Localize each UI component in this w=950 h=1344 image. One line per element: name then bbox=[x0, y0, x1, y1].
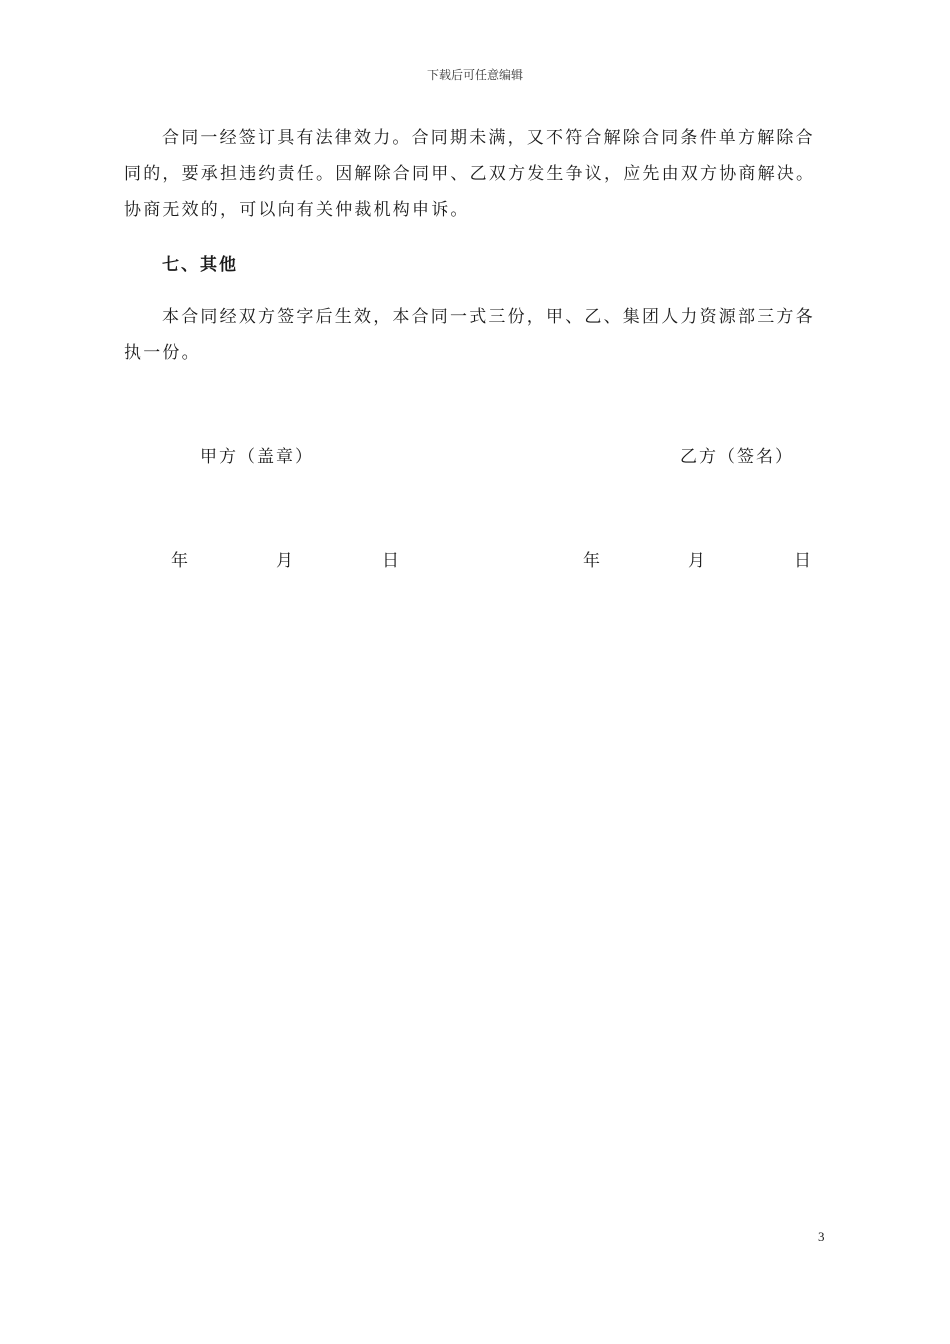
paragraph-line: 同的，要承担违约责任。因解除合同甲、乙双方发生争议，应先由双方协商解决。 bbox=[124, 164, 816, 184]
section-heading: 七、其他 bbox=[162, 255, 238, 275]
paragraph-line: 本合同经双方签字后生效，本合同一式三份，甲、乙、集团人力资源部三方各 bbox=[162, 307, 815, 327]
party-a-date-year: 年 bbox=[171, 551, 188, 571]
paragraph-line: 合同一经签订具有法律效力。合同期未满，又不符合解除合同条件单方解除合 bbox=[162, 128, 815, 148]
party-a-date-month: 月 bbox=[276, 551, 293, 571]
page-header: 下载后可任意编辑 bbox=[426, 68, 523, 82]
paragraph-line: 执一份。 bbox=[124, 343, 201, 363]
party-b-date-month: 月 bbox=[688, 551, 705, 571]
party-b-signature-label: 乙方（签名） bbox=[680, 447, 794, 467]
party-a-signature-label: 甲方（盖章） bbox=[200, 447, 314, 467]
clause-paragraph bbox=[124, 120, 830, 228]
page-number: 3 bbox=[818, 1229, 825, 1244]
party-a-date-day: 日 bbox=[382, 551, 399, 571]
other-paragraph bbox=[124, 299, 830, 371]
party-b-date-year: 年 bbox=[583, 551, 600, 571]
party-b-date-day: 日 bbox=[794, 551, 811, 571]
paragraph-line: 协商无效的，可以向有关仲裁机构申诉。 bbox=[124, 200, 470, 220]
